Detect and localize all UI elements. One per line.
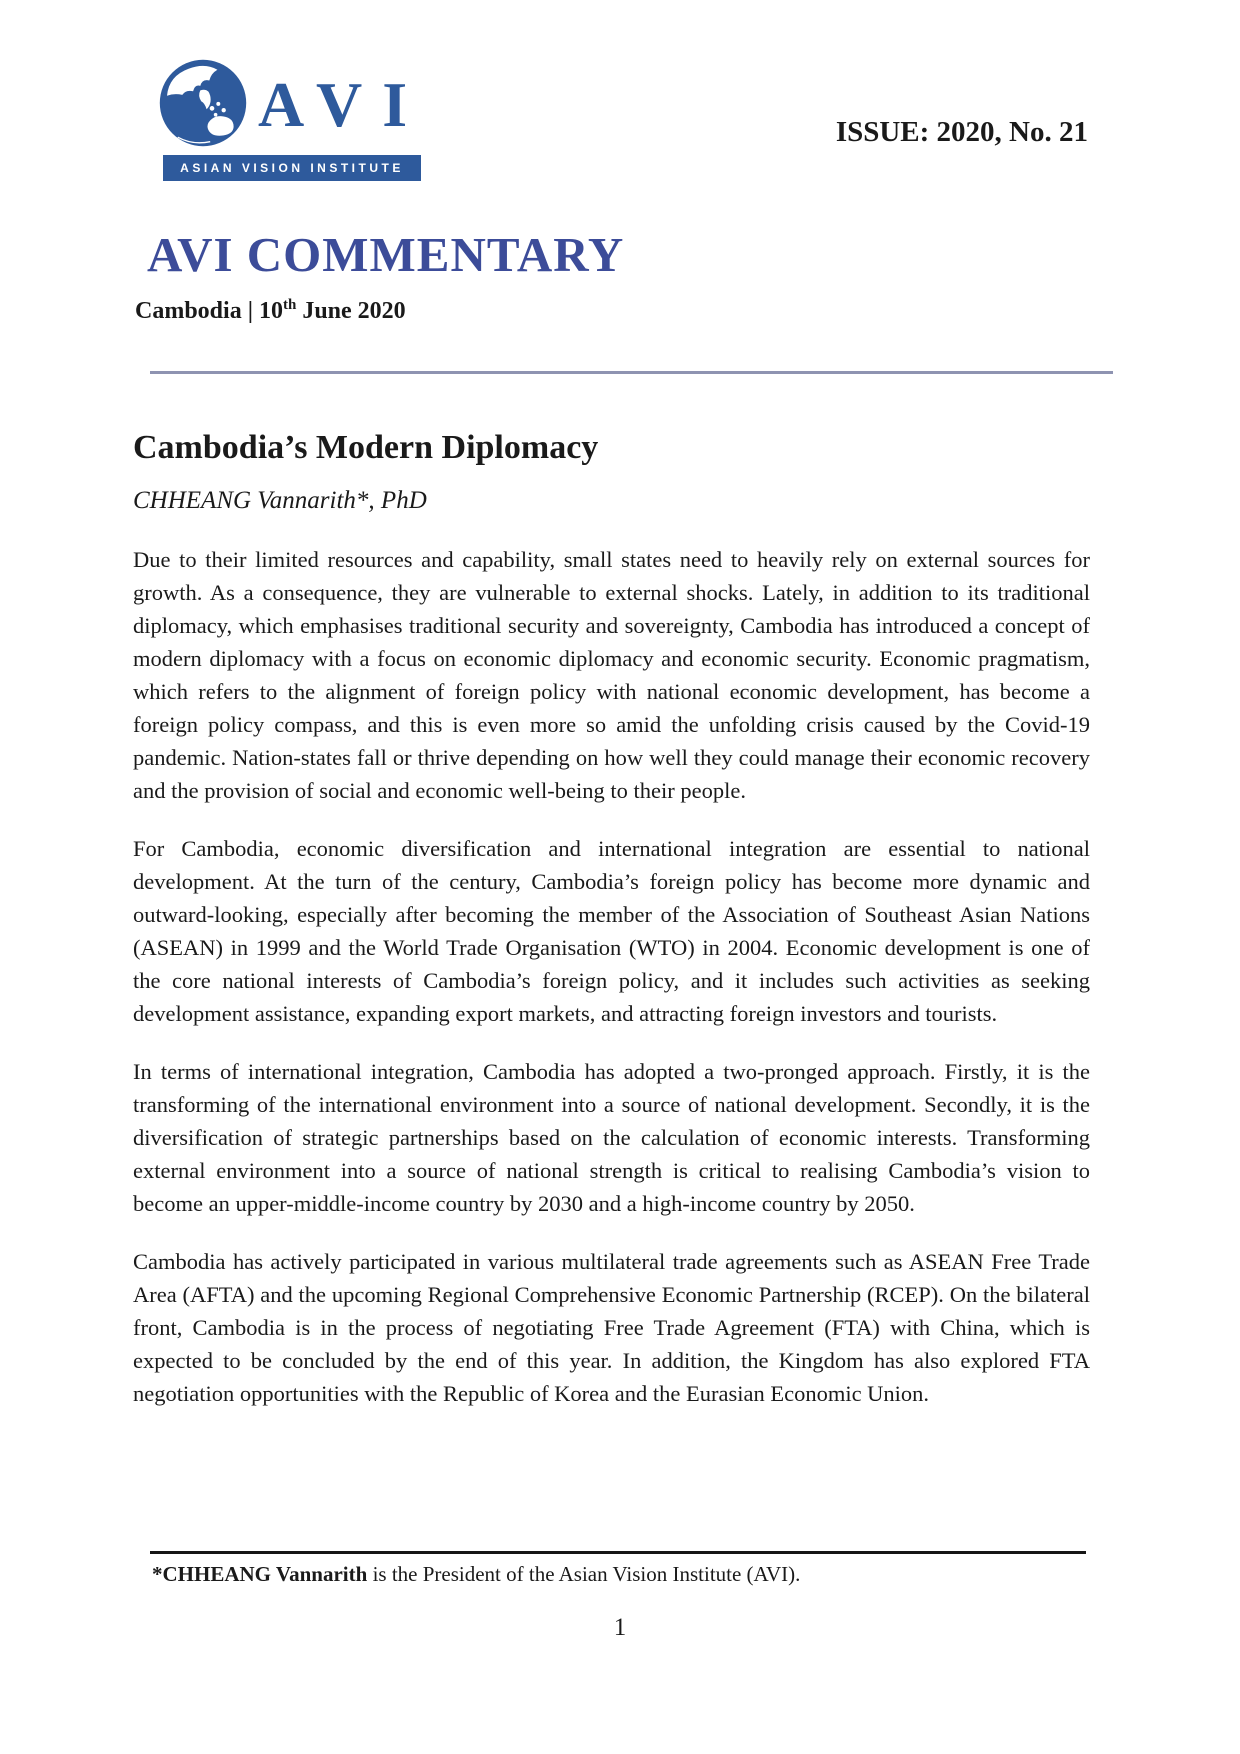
globe-icon <box>158 58 248 148</box>
paragraph-1: Due to their limited resources and capability, small states need to heavily rely on external sources for growth. As a consequence, they are vulnerable to external shocks. Lately, in addition to its traditional diplomacy, which emphasises traditional security and sovereignty, Cambodia has introduced a concept of modern diplomacy with a focus on economic diplomacy and economic security. Economic pragmatism, which refers to the alignment of foreign policy with national economic development, has become a foreign policy compass, and this is even more so amid the unfolding crisis caused by the Covid-19 pandemic. Nation-states fall or thrive depending on how well they could manage their economic recovery and the provision of social and economic well-being to their people. <box>133 547 1090 804</box>
paragraph-2: For Cambodia, economic diversification and international integration are essential to national development. At the turn of the century, Cambodia’s foreign policy has become more dynamic and outward-looking, especially after becoming the member of the Association of Southeast Asian Nations (ASEAN) in 1999 and the World Trade Organisation (WTO) in 2004. Economic development is one of the core national interests of Cambodia’s foreign policy, and it includes such activities as seeking development assistance, expanding export markets, and attracting foreign investors and tourists. <box>133 836 1090 1027</box>
paragraph-3: In terms of international integration, Cambodia has adopted a two-pronged approach. Firstly, it is the transforming of the international environment into a source of national development. Secondly, it is the diversification of strategic partnerships based on the calculation of economic interests. Transforming external environment into a source of national strength is critical to realising Cambodia’s vision to become an upper-middle-income country by 2030 and a high-income country by 2050. <box>133 1059 1090 1217</box>
article <box>133 428 1090 1435</box>
dateline <box>135 297 406 325</box>
dateline-ordinal: th <box>282 297 297 313</box>
logo-banner: ASIAN VISION INSTITUTE <box>163 155 421 181</box>
footnote <box>152 1562 800 1587</box>
masthead-title: AVI COMMENTARY <box>147 227 625 282</box>
dateline-suffix: June 2020 <box>296 298 406 324</box>
header-divider <box>150 371 1113 374</box>
footnote-author-name: *CHHEANG Vannarith <box>152 1562 368 1586</box>
issue-label: ISSUE: 2020, No. 21 <box>835 116 1088 148</box>
paragraph-4: Cambodia has actively participated in various multilateral trade agreements such as ASEAN Free Trade Area (AFTA) and the upcoming Regional Comprehensive Economic Partnership (RCEP). On the bilateral front, Cambodia is in the process of negotiating Free Trade Agreement (FTA) with China, which is expected to be concluded by the end of this year. In addition, the Kingdom has also explored FTA negotiation opportunities with the Republic of Korea and the Eurasian Economic Union. <box>133 1249 1090 1407</box>
article-heading: Cambodia’s Modern Diplomacy <box>133 429 599 466</box>
dateline-prefix: Cambodia | 10 <box>135 298 283 324</box>
logo-acronym-text: AVI <box>258 69 428 140</box>
footnote-divider <box>150 1551 1086 1554</box>
logo-row <box>158 58 458 148</box>
page-number: 1 <box>613 1614 627 1641</box>
footnote-text: is the President of the Asian Vision Institute (AVI). <box>367 1562 801 1586</box>
avi-logo <box>158 58 458 181</box>
article-author: CHHEANG Vannarith*, PhD <box>133 487 427 515</box>
